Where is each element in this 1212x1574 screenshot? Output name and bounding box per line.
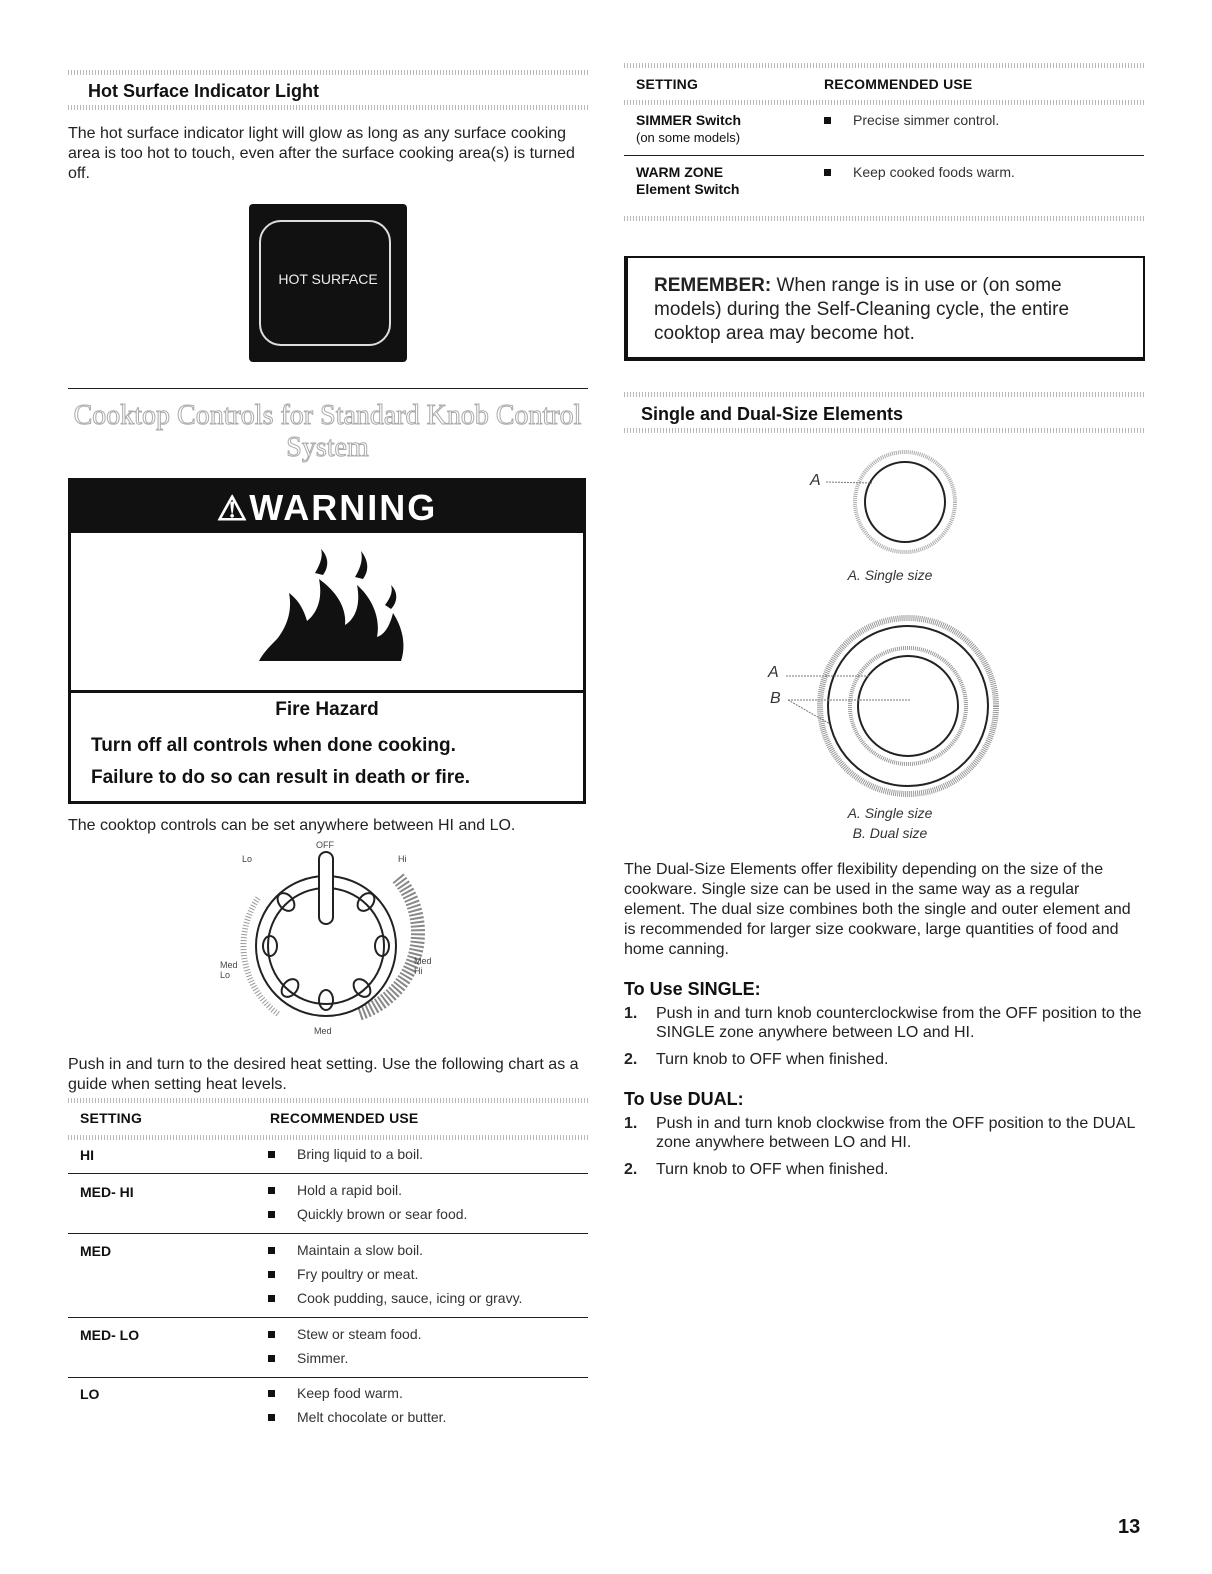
single-label-a: A xyxy=(810,472,821,489)
list-item: Stew or steam food. xyxy=(268,1322,422,1346)
dual-label-a: A xyxy=(768,664,779,681)
controls-intro: The cooktop controls can be set anywhere between HI and LO. xyxy=(68,817,516,834)
use-list xyxy=(268,1322,422,1370)
bullet-icon xyxy=(268,1151,275,1158)
knob-med-lo-label: Med Lo xyxy=(220,960,238,980)
bullet-icon xyxy=(268,1295,275,1302)
dual-element-illustration xyxy=(760,612,1010,802)
hot-surface-heading: Hot Surface Indicator Light xyxy=(88,81,320,101)
table-divider xyxy=(68,1135,588,1140)
bullet-icon xyxy=(268,1211,275,1218)
setting-cell: MED- HI xyxy=(80,1184,134,1200)
dual-label-b: B xyxy=(770,690,781,707)
remember-label: REMEMBER: xyxy=(654,275,772,296)
warning-banner xyxy=(71,481,583,533)
row-rule xyxy=(624,155,1144,156)
remember-notice xyxy=(624,256,1145,361)
single-element-diagram xyxy=(800,450,980,570)
simmer-switch-note: (on some models) xyxy=(636,130,741,145)
bullet-icon xyxy=(824,169,831,176)
list-item: Maintain a slow boil. xyxy=(268,1238,522,1262)
simmer-switch-cell xyxy=(636,112,741,146)
list-item: 2. Turn knob to OFF when finished. xyxy=(624,1161,889,1178)
list-item: Quickly brown or sear food. xyxy=(268,1202,467,1226)
list-item: Precise simmer control. xyxy=(824,108,999,132)
knob-hi-label: Hi xyxy=(398,854,407,864)
dual-element-diagram xyxy=(760,612,1010,802)
table-divider xyxy=(624,100,1144,105)
bullet-icon xyxy=(824,117,831,124)
side-setting-column-header: SETTING xyxy=(636,76,699,92)
knob-diagram xyxy=(218,838,438,1038)
bullet-icon xyxy=(268,1187,275,1194)
indicator-label: HOT SURFACE xyxy=(278,271,378,287)
list-item: Cook pudding, sauce, icing or gravy. xyxy=(268,1286,522,1310)
list-item: Bring liquid to a boil. xyxy=(268,1142,423,1166)
use-dual-heading: To Use DUAL: xyxy=(624,1089,744,1109)
section-divider xyxy=(68,70,588,75)
list-item: Keep food warm. xyxy=(268,1381,446,1405)
use-list xyxy=(268,1142,423,1166)
bullet-icon xyxy=(268,1271,275,1278)
simmer-switch-label: SIMMER Switch xyxy=(636,112,742,128)
setting-cell: LO xyxy=(80,1386,100,1402)
table-divider xyxy=(68,1098,588,1103)
control-knob-illustration xyxy=(218,838,438,1038)
section-divider xyxy=(68,105,588,110)
fire-icon xyxy=(71,533,583,690)
use-single-steps xyxy=(624,1004,1144,1077)
row-rule xyxy=(68,1173,588,1174)
elements-body: The Dual-Size Elements offer flexibility depending on the size of the cookware. Single size can be used in the same way as a regular element. The dual size combines both the single and outer element and is recommended for larger size cookware, large quantities of food and home canning. xyxy=(624,861,1131,958)
fire-icon-panel xyxy=(71,533,583,693)
warning-box xyxy=(68,478,586,804)
list-item: 2. Turn knob to OFF when finished. xyxy=(624,1051,889,1068)
row-rule xyxy=(68,1377,588,1378)
use-list xyxy=(268,1238,522,1310)
setting-column-header: SETTING xyxy=(80,1110,143,1126)
list-item: Simmer. xyxy=(268,1346,422,1370)
use-list xyxy=(268,1178,467,1226)
section-divider xyxy=(624,392,1144,397)
push-instructions: Push in and turn to the desired heat setting. Use the following chart as a guide when setting heat levels. xyxy=(68,1056,579,1093)
row-rule xyxy=(68,1233,588,1234)
remember-text: When range is in use or (on some models) during the Self-Cleaning cycle, the entire cooktop area may become hot. xyxy=(654,275,1070,344)
bullet-icon xyxy=(268,1247,275,1254)
warning-triangle-icon: ⚠ xyxy=(216,490,250,528)
bullet-icon xyxy=(268,1355,275,1362)
warning-line-1: Turn off all controls when done cooking. xyxy=(91,735,456,756)
list-item: 1. Push in and turn knob clockwise from the OFF position to the DUAL zone anywhere between LO and HI. xyxy=(624,1115,1135,1151)
warning-line-2: Failure to do so can result in death or fire. xyxy=(91,767,471,788)
knob-med-label: Med xyxy=(314,1026,332,1036)
single-caption: A. Single size xyxy=(847,567,933,583)
side-recommended-use-column-header: RECOMMENDED USE xyxy=(824,76,973,92)
dual-caption: A. Single size B. Dual size xyxy=(847,805,933,841)
single-element-illustration xyxy=(800,450,980,570)
knob-off-label: OFF xyxy=(316,840,334,850)
table-divider xyxy=(624,216,1144,221)
cooktop-controls-title: Cooktop Controls for Standard Knob Control System xyxy=(73,400,582,463)
setting-cell: HI xyxy=(80,1147,94,1163)
setting-cell: MED- LO xyxy=(80,1327,140,1343)
list-item: Hold a rapid boil. xyxy=(268,1178,467,1202)
recommended-use-column-header: RECOMMENDED USE xyxy=(270,1110,419,1126)
use-list xyxy=(268,1381,446,1429)
section-rule xyxy=(68,388,588,389)
bullet-icon xyxy=(268,1331,275,1338)
warning-title: WARNING xyxy=(249,487,438,528)
setting-cell: MED xyxy=(80,1243,112,1259)
bullet-icon xyxy=(268,1390,275,1397)
section-divider xyxy=(624,428,1144,433)
list-item: Keep cooked foods warm. xyxy=(824,160,1015,184)
warm-zone-cell: WARM ZONE Element Switch xyxy=(636,164,740,197)
use-single-heading: To Use SINGLE: xyxy=(624,979,761,999)
list-item: 1. Push in and turn knob counterclockwise from the OFF position to the SINGLE zone anywhere between LO and HI. xyxy=(624,1005,1142,1041)
page-number: 13 xyxy=(1118,1516,1141,1538)
knob-lo-label: Lo xyxy=(242,854,253,864)
knob-med-hi-label: Med Hi xyxy=(414,956,432,976)
elements-heading: Single and Dual-Size Elements xyxy=(641,404,904,424)
hot-surface-body: The hot surface indicator light will glow as long as any surface cooking area is too hot to touch, even after the surface cooking area(s) is turned off. xyxy=(68,125,575,182)
hot-surface-indicator xyxy=(249,204,407,362)
list-item: Fry poultry or meat. xyxy=(268,1262,522,1286)
bullet-icon xyxy=(268,1414,275,1421)
use-dual-steps xyxy=(624,1114,1144,1187)
fire-hazard-label: Fire Hazard xyxy=(275,699,379,720)
list-item: Melt chocolate or butter. xyxy=(268,1405,446,1429)
table-divider xyxy=(624,63,1144,68)
row-rule xyxy=(68,1317,588,1318)
